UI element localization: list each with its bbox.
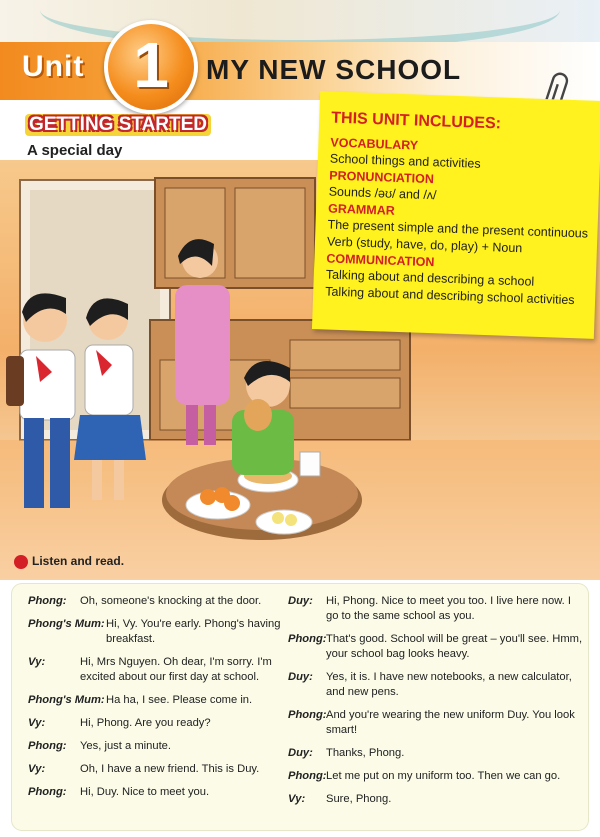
speaker: Phong: [288, 709, 327, 721]
line-text: Hi, Phong. Are you ready? [80, 717, 211, 729]
line-text: Let me put on my uniform too. Then we can go. [326, 770, 561, 782]
getting-started-label: GETTING STARTED [25, 114, 211, 136]
dialogue-line [28, 594, 290, 609]
dialogue-line [288, 632, 584, 662]
speaker: Vy: [28, 717, 46, 729]
speaker: Duy: [288, 747, 313, 759]
dialogue-line [288, 670, 584, 700]
line-text: Sure, Phong. [326, 793, 392, 805]
includes-line: The present simple and the present continuous [327, 217, 589, 241]
dialogue-line [28, 785, 290, 800]
listen-instruction [14, 554, 124, 569]
speaker: Duy: [288, 671, 313, 683]
includes-category: GRAMMAR [327, 201, 396, 218]
dialogue-column-right [288, 594, 584, 815]
line-text: Hi, Duy. Nice to meet you. [80, 786, 210, 798]
unit-number-badge [104, 20, 198, 114]
unit-word: Unit [22, 50, 85, 83]
dialogue-box [12, 584, 588, 830]
speaker: Duy: [288, 595, 313, 607]
listen-label: Listen and read. [32, 554, 125, 568]
dialogue-line [288, 746, 584, 761]
unit-includes-box [312, 91, 600, 339]
line-text: Hi, Vy. You're early. Phong's having breakfast. [106, 618, 281, 645]
unit-title: MY NEW SCHOOL [206, 54, 462, 85]
line-text: Thanks, Phong. [326, 747, 405, 759]
dialogue-column-left [28, 594, 290, 808]
dialogue-line [28, 716, 290, 731]
headphones-icon[interactable] [14, 555, 28, 569]
speaker: Phong's Mum: [28, 618, 105, 630]
speaker: Phong: [28, 786, 67, 798]
dialogue-line [28, 617, 290, 647]
top-decorative-band [0, 0, 600, 48]
includes-heading: THIS UNIT INCLUDES: [331, 109, 502, 133]
dialogue-line [28, 739, 290, 754]
line-text: And you're wearing the new uniform Duy. You look smart! [326, 709, 575, 736]
dialogue-line [28, 693, 290, 708]
speaker: Phong: [28, 740, 67, 752]
dialogue-line [28, 655, 290, 685]
speaker: Phong: [28, 595, 67, 607]
includes-section-grammar [327, 202, 599, 259]
dialogue-line [28, 762, 290, 777]
dialogue-line [288, 594, 584, 624]
includes-line: Talking about and describing school activities [325, 284, 575, 308]
line-text: Oh, I have a new friend. This is Duy. [80, 763, 260, 775]
line-text: Hi, Mrs Nguyen. Oh dear, I'm sorry. I'm excited about our first day at school. [80, 656, 272, 683]
includes-category: COMMUNICATION [326, 251, 435, 270]
dialogue-line [288, 792, 584, 807]
includes-line: Talking about and describing a school [325, 267, 535, 289]
includes-category: VOCABULARY [330, 135, 419, 153]
line-text: Ha ha, I see. Please come in. [106, 694, 253, 706]
dialogue-line [288, 708, 584, 738]
includes-line: School things and activities [329, 151, 481, 171]
line-text: That's good. School will be great – you'll see. Hmm, your school bag looks heavy. [326, 633, 583, 660]
line-text: Yes, it is. I have new notebooks, a new calculator, and new pens. [326, 671, 572, 698]
line-text: Oh, someone's knocking at the door. [80, 595, 262, 607]
line-text: Yes, just a minute. [80, 740, 172, 752]
getting-started-subtitle: A special day [27, 142, 123, 159]
unit-number: 1 [133, 29, 169, 101]
line-text: Hi, Phong. Nice to meet you too. I live here now. I go to the same school as you. [326, 595, 572, 622]
includes-line: Sounds /əʊ/ and /ʌ/ [328, 184, 437, 203]
dialogue-line [288, 769, 584, 784]
speaker: Vy: [288, 793, 306, 805]
speaker: Vy: [28, 656, 46, 668]
includes-line: Verb (study, have, do, play) + Noun [326, 234, 523, 256]
includes-section-communication [325, 251, 597, 308]
speaker: Phong: [288, 770, 327, 782]
speaker: Phong: [288, 633, 327, 645]
speaker: Vy: [28, 763, 46, 775]
includes-category: PRONUNCIATION [329, 168, 435, 187]
speaker: Phong's Mum: [28, 694, 105, 706]
